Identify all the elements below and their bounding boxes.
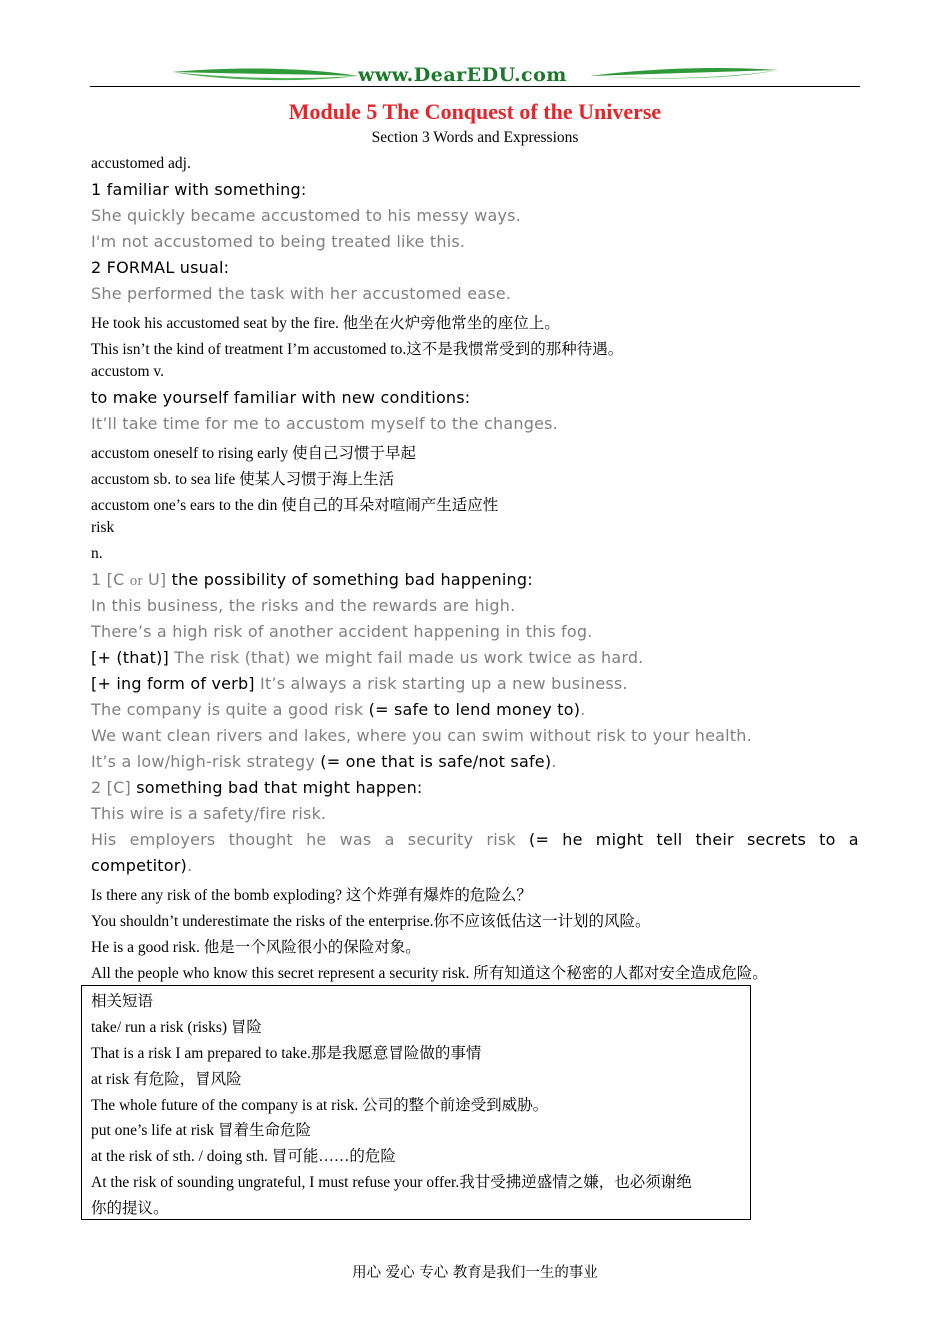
- example-gloss: competitor): [91, 856, 187, 875]
- example-gloss: (= safe to lend money to): [368, 700, 581, 719]
- example-text: It’s a low/high-risk strategy: [91, 752, 321, 771]
- related-phrases-box: [81, 985, 751, 1220]
- site-logo-text: www.DearEDU.com: [358, 64, 567, 86]
- example-gloss: (= one that is safe/not safe): [320, 752, 552, 771]
- grammar-code: [+ ing form of verb]: [91, 674, 261, 693]
- example-line: She performed the task with her accustomed ease.: [91, 284, 512, 303]
- page-subtitle: Section 3 Words and Expressions: [371, 129, 579, 146]
- example-text: The risk (that) we might fail made us work twice as hard.: [174, 648, 644, 667]
- justified-word: might: [595, 830, 644, 849]
- entry-risk-heading: risk: [91, 519, 115, 536]
- example-line: We want clean rivers and lakes, where you can swim without risk to your health.: [91, 726, 752, 745]
- translation-line: This isn’t the kind of treatment I’m accustomed to.这不是我惯常受到的那种待遇。: [91, 341, 624, 358]
- example-line-justified: [91, 830, 859, 849]
- grammar-code: [+ (that)]: [91, 648, 175, 667]
- definition-line: to make yourself familiar with new conditions:: [91, 388, 471, 407]
- justified-word: to: [819, 830, 836, 849]
- box-line: The whole future of the company is at risk. 公司的整个前途受到威胁。: [91, 1097, 549, 1114]
- translation-line: All the people who know this secret represent a security risk. 所有知道这个秘密的人都对安全造成危险。: [91, 965, 768, 982]
- justified-word: their: [695, 830, 734, 849]
- grammar-code: 2 [C]: [91, 778, 137, 797]
- justified-word: he: [562, 830, 583, 849]
- translation-line: He took his accustomed seat by the fire. 他坐在火炉旁他常坐的座位上。: [91, 315, 560, 332]
- justified-word: security: [407, 830, 474, 849]
- justified-word: employers: [129, 830, 216, 849]
- box-line: take/ run a risk (risks) 冒险: [91, 1019, 262, 1036]
- box-line: put one’s life at risk 冒着生命危险: [91, 1122, 311, 1139]
- definition-text: the possibility of something bad happening:: [171, 570, 533, 589]
- justified-word: tell: [656, 830, 683, 849]
- definition-line: 1 familiar with something:: [91, 180, 307, 199]
- box-line: at the risk of sth. / doing sth. 冒可能……的危险: [91, 1148, 396, 1165]
- entry-accustom-heading: accustom v.: [91, 363, 165, 380]
- example-line: [91, 674, 628, 693]
- example-line: [91, 700, 585, 719]
- example-text: .: [186, 856, 193, 875]
- justified-word: secrets: [746, 830, 807, 849]
- definition-line: 2 FORMAL usual:: [91, 258, 230, 277]
- grammar-code: U]: [142, 570, 172, 589]
- justified-word: he: [306, 830, 327, 849]
- example-text: It’s always a risk starting up a new business.: [260, 674, 628, 693]
- page-title: Module 5 The Conquest of the Universe: [288, 99, 662, 124]
- example-line: [91, 752, 557, 771]
- box-line: 你的提议。: [91, 1200, 169, 1217]
- example-line: It’ll take time for me to accustom myself to the changes.: [91, 414, 558, 433]
- entry-accustomed-heading: accustomed adj.: [91, 155, 191, 172]
- justified-word: a: [848, 830, 859, 849]
- example-text: .: [551, 752, 557, 771]
- grammar-code-or: or: [129, 573, 143, 589]
- justified-word: a: [384, 830, 395, 849]
- example-line: She quickly became accustomed to his messy ways.: [91, 206, 521, 225]
- example-line: I'm not accustomed to being treated like this.: [91, 232, 466, 251]
- justified-word: (=: [529, 830, 550, 849]
- example-line: [91, 856, 192, 875]
- justified-word: thought: [228, 830, 293, 849]
- example-text: .: [580, 700, 586, 719]
- translation-line: You shouldn’t underestimate the risks of the enterprise.你不应该低估这一计划的风险。: [91, 913, 651, 930]
- translation-line: Is there any risk of the bomb exploding? 这个炸弹有爆炸的危险么？: [91, 887, 532, 904]
- phrase-line: accustom oneself to rising early 使自己习惯于早起: [91, 445, 417, 462]
- phrase-line: accustom one’s ears to the din 使自己的耳朵对喧闹产生适应性: [91, 497, 499, 514]
- box-line: That is a risk I am prepared to take.那是我愿意冒险做的事情: [91, 1045, 482, 1062]
- box-line: at risk 有危险，冒风险: [91, 1071, 242, 1088]
- definition-text: something bad that might happen:: [136, 778, 423, 797]
- example-text: The company is quite a good risk: [91, 700, 369, 719]
- justified-word: His: [91, 830, 117, 849]
- example-line: [91, 648, 643, 667]
- example-line: There’s a high risk of another accident happening in this fog.: [91, 622, 593, 641]
- page-footer: 用心 爱心 专心 教育是我们一生的事业: [352, 1265, 598, 1281]
- grammar-code: 1 [C: [91, 570, 130, 589]
- example-line: This wire is a safety/fire risk.: [91, 804, 327, 823]
- justified-word: risk: [486, 830, 516, 849]
- definition-line: [91, 570, 533, 590]
- example-line: In this business, the risks and the rewards are high.: [91, 596, 516, 615]
- header-divider: [90, 86, 860, 87]
- part-of-speech: n.: [91, 545, 103, 562]
- translation-line: He is a good risk. 他是一个风险很小的保险对象。: [91, 939, 421, 956]
- definition-line: [91, 778, 423, 797]
- box-heading: 相关短语: [91, 993, 154, 1010]
- justified-word: was: [339, 830, 372, 849]
- box-line: At the risk of sounding ungrateful, I must refuse your offer.我甘受拂逆盛情之嫌，也必须谢绝: [91, 1174, 692, 1191]
- phrase-line: accustom sb. to sea life 使某人习惯于海上生活: [91, 471, 395, 488]
